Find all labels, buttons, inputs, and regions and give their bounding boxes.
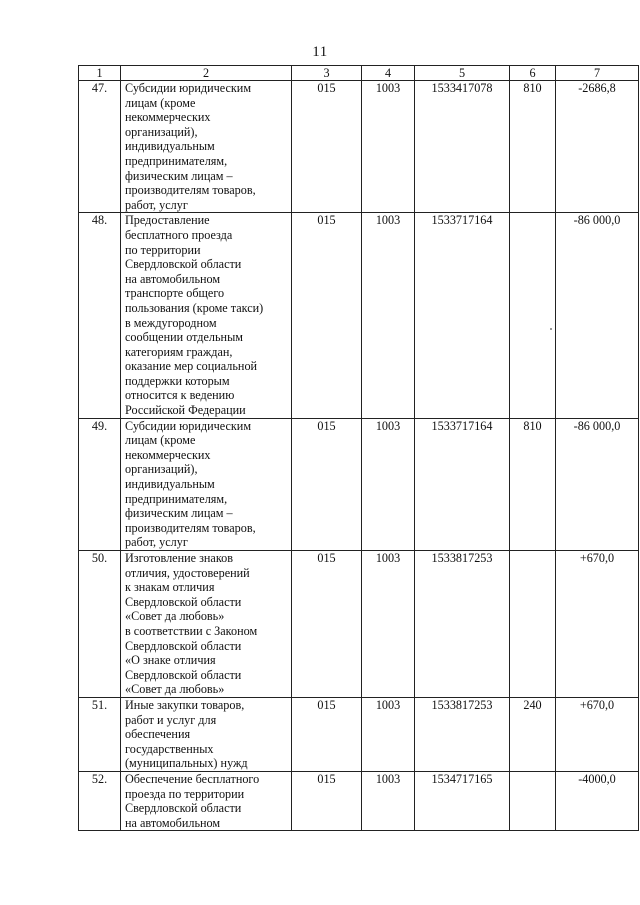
agency-code: 015 [292,771,362,830]
description-line: индивидуальным [125,477,215,492]
description-line: поддержки которым [125,373,230,388]
target-article-code: 1533717164 [415,418,510,550]
description-line: по территории [125,242,201,257]
row-number: 50. [79,551,121,698]
row-description [121,418,292,550]
target-article-code: 1533417078 [415,81,510,213]
section-code: 1003 [362,213,415,418]
column-header: 1 [79,66,121,81]
description-line: государственных [125,741,214,756]
table-row [79,697,639,771]
row-number: 49. [79,418,121,550]
table-row [79,771,639,830]
column-header: 3 [292,66,362,81]
row-description [121,771,292,830]
scan-speck [550,328,552,330]
description-line: производителям товаров, [125,183,256,198]
target-article-code: 1534717165 [415,771,510,830]
description-line: лицам (кроме [125,433,196,448]
description-line: транспорте общего [125,286,225,301]
description-line: Изготовление знаков [125,551,233,565]
description-line: относится к ведению [125,388,235,403]
description-line: отличия, удостоверений [125,565,250,580]
section-code: 1003 [362,81,415,213]
description-line: «О знаке отличия [125,653,216,668]
agency-code: 015 [292,551,362,698]
section-code: 1003 [362,551,415,698]
expense-type-code: 810 [510,418,556,550]
description-line: предпринимателям, [125,153,228,168]
row-description [121,551,292,698]
description-line: на автомобильном [125,815,221,830]
row-number: 52. [79,771,121,830]
description-line: на автомобильном [125,271,221,286]
table-header [79,66,639,81]
description-line: физическим лицам – [125,506,233,521]
description-line: работ и услуг для [125,712,217,727]
agency-code: 015 [292,418,362,550]
table-body [79,81,639,831]
description-line: предпринимателям, [125,491,228,506]
description-line: производителям товаров, [125,520,256,535]
expense-type-code [510,771,556,830]
description-line: Субсидии юридическим [125,81,252,95]
expense-type-code [510,213,556,418]
expense-type-code [510,551,556,698]
table-row [79,81,639,213]
table-row [79,213,639,418]
row-description [121,81,292,213]
description-line: Иные закупки товаров, [125,697,245,712]
target-article-code: 1533817253 [415,697,510,771]
description-line: сообщении отдельным [125,330,243,345]
description-line: лицам (кроме [125,95,196,110]
section-code: 1003 [362,771,415,830]
amount-change: +670,0 [556,551,639,698]
description-line: «Совет да любовь» [125,609,225,624]
description-line: Свердловской области [125,667,242,682]
description-line: категориям граждан, [125,344,233,359]
amount-change: +670,0 [556,697,639,771]
row-number: 47. [79,81,121,213]
expense-type-code: 240 [510,697,556,771]
description-line: обеспечения [125,727,191,742]
amount-change: -2686,8 [556,81,639,213]
amount-change: -86 000,0 [556,418,639,550]
description-line: Свердловской области [125,594,242,609]
column-header: 6 [510,66,556,81]
description-line: к знакам отличия [125,580,215,595]
description-line: индивидуальным [125,139,215,154]
table-row [79,551,639,698]
description-line: физическим лицам – [125,168,233,183]
description-line: Свердловской области [125,257,242,272]
description-line: в соответствии с Законом [125,623,258,638]
column-header: 4 [362,66,415,81]
description-line: проезда по территории [125,786,245,801]
description-line: некоммерческих [125,447,211,462]
budget-table [78,65,639,831]
amount-change: -4000,0 [556,771,639,830]
description-line: пользования (кроме такси) [125,300,264,315]
description-line: организаций), [125,462,198,477]
description-line: Российской Федерации [125,403,246,418]
row-number: 48. [79,213,121,418]
row-description [121,697,292,771]
column-header: 2 [121,66,292,81]
description-line: Свердловской области [125,801,242,816]
column-header: 5 [415,66,510,81]
description-line: Обеспечение бесплатного [125,771,260,786]
target-article-code: 1533717164 [415,213,510,418]
expense-type-code: 810 [510,81,556,213]
amount-change: -86 000,0 [556,213,639,418]
target-article-code: 1533817253 [415,551,510,698]
table-row [79,418,639,550]
description-line: (муниципальных) нужд [125,756,248,771]
description-line: работ, услуг [125,535,188,550]
description-line: некоммерческих [125,110,211,125]
agency-code: 015 [292,697,362,771]
agency-code: 015 [292,213,362,418]
header-row [79,66,639,81]
description-line: Свердловской области [125,638,242,653]
description-line: Субсидии юридическим [125,418,252,433]
page-number: 11 [312,44,328,60]
row-number: 51. [79,697,121,771]
description-line: в междугородном [125,315,217,330]
section-code: 1003 [362,418,415,550]
description-line: работ, услуг [125,197,188,212]
description-line: Предоставление [125,213,210,228]
column-header: 7 [556,66,639,81]
description-line: оказание мер социальной [125,359,258,374]
agency-code: 015 [292,81,362,213]
description-line: бесплатного проезда [125,227,233,242]
section-code: 1003 [362,697,415,771]
row-description [121,213,292,418]
description-line: организаций), [125,124,198,139]
description-line: «Совет да любовь» [125,682,225,697]
